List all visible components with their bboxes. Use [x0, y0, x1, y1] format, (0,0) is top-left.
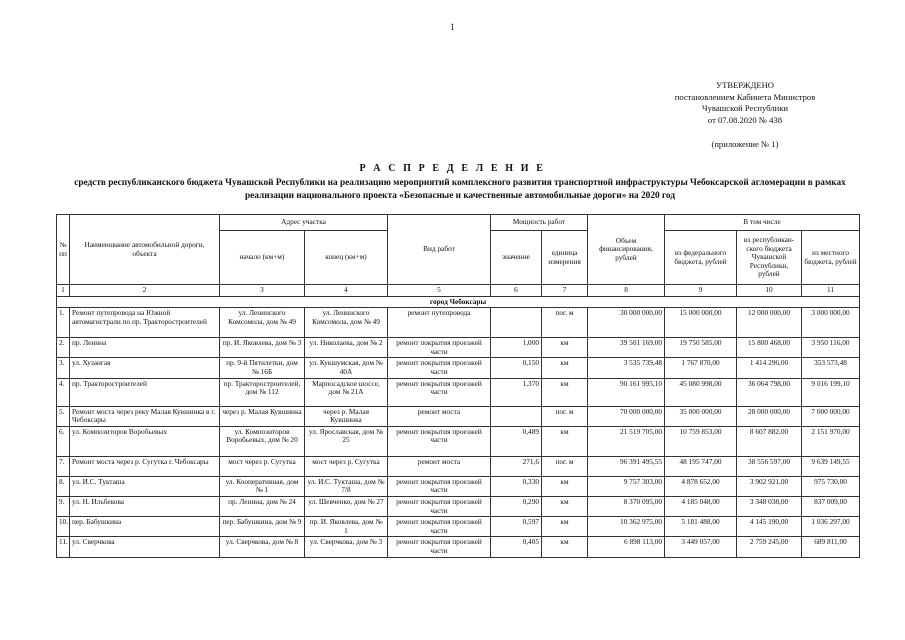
funding-federal: 10 759 853,00: [665, 426, 737, 456]
row-number: 4.: [57, 378, 70, 406]
funding-republic: 4 145 190,00: [737, 517, 802, 537]
funding-total: 21 519 705,00: [588, 426, 665, 456]
funding-total: 30 000 000,00: [588, 308, 665, 338]
column-index: 9: [665, 285, 737, 297]
table-row: [57, 456, 860, 476]
capacity-unit: км: [542, 517, 588, 537]
header-work-type: Вид работ: [388, 215, 491, 285]
funding-republic: 3 902 921,00: [737, 476, 802, 496]
section-start: пр. Тракторостроителей, дом № 112: [220, 378, 305, 406]
funding-total: 90 161 995,10: [588, 378, 665, 406]
column-index: 4: [305, 285, 388, 297]
section-end: мост через р. Сугутка: [305, 456, 388, 476]
road-name: Ремонт путепровода на Южной автомагистрали по пр. Тракторостроителей: [70, 308, 220, 338]
funding-federal: 5 181 488,00: [665, 517, 737, 537]
funding-federal: 19 750 585,00: [665, 338, 737, 358]
funding-republic: 8 607 882,00: [737, 426, 802, 456]
funding-local: 9 639 149,55: [802, 456, 860, 476]
funding-local: 7 000 000,00: [802, 406, 860, 426]
funding-federal: 48 195 747,00: [665, 456, 737, 476]
section-heading: город Чебоксары: [57, 296, 860, 308]
table-row: [57, 537, 860, 557]
header-federal: из федерального бюджета, рублей: [665, 231, 737, 285]
column-index: 8: [588, 285, 665, 297]
funding-total: 96 391 495,55: [588, 456, 665, 476]
funding-total: 6 898 113,00: [588, 537, 665, 557]
capacity-value: 0,597: [491, 517, 542, 537]
section-end: пр. И. Яковлева, дом № 1: [305, 517, 388, 537]
table-row: [57, 378, 860, 406]
section-start: пр. 9-й Пятилетки, дом № 16Б: [220, 358, 305, 378]
section-end: ул. Ярославская, дом № 25: [305, 426, 388, 456]
funding-local: 837 009,00: [802, 496, 860, 516]
table-row: [57, 338, 860, 358]
funding-republic: 2 759 245,00: [737, 537, 802, 557]
column-index: 2: [70, 285, 220, 297]
row-number: 2.: [57, 338, 70, 358]
table-row: [57, 358, 860, 378]
table-row: [57, 426, 860, 456]
table-row: [57, 406, 860, 426]
capacity-value: 0,330: [491, 476, 542, 496]
approval-line: Чувашской Республики: [702, 103, 788, 113]
work-type: ремонт моста: [388, 456, 491, 476]
capacity-value: 0,290: [491, 496, 542, 516]
column-index: 5: [388, 285, 491, 297]
row-number: 6.: [57, 426, 70, 456]
column-index: 1: [57, 285, 70, 297]
funding-total: 8 370 095,00: [588, 496, 665, 516]
capacity-unit: км: [542, 476, 588, 496]
section-start: пр. Ленина, дом № 24: [220, 496, 305, 516]
funding-federal: 4 878 652,00: [665, 476, 737, 496]
document-subtitle: средств республиканского бюджета Чувашской Республики на реализацию мероприятий комплексного развития транспортной инфраструктуры Чебоксарской агломерации в рамках реализации национального проекта «Безопасные и качественные автомобильные дороги» на 2020 год: [74, 178, 846, 201]
row-number: 7.: [57, 456, 70, 476]
header-unit: единица измерения: [542, 231, 588, 285]
funding-federal: 1 767 870,00: [665, 358, 737, 378]
funding-local: 353 573,48: [802, 358, 860, 378]
funding-federal: 3 449 057,00: [665, 537, 737, 557]
header-end: конец (км+м): [305, 231, 388, 285]
work-type: ремонт моста: [388, 406, 491, 426]
funding-republic: 36 064 798,00: [737, 378, 802, 406]
header-local: из местного бюджета, рублей: [802, 231, 860, 285]
capacity-value: 0,405: [491, 537, 542, 557]
funding-local: 3 950 116,00: [802, 338, 860, 358]
section-start: ул. Кооперативная, дом № 1: [220, 476, 305, 496]
capacity-unit: км: [542, 338, 588, 358]
section-start: пер. Бабушкина, дом № 9: [220, 517, 305, 537]
funding-local: 689 811,00: [802, 537, 860, 557]
capacity-unit: пог. м: [542, 406, 588, 426]
row-number: 9.: [57, 496, 70, 516]
header-including: В том числе: [665, 215, 860, 231]
capacity-value: [491, 406, 542, 426]
funding-federal: 45 080 998,00: [665, 378, 737, 406]
road-name: ул. Хузангая: [70, 358, 220, 378]
funding-local: 2 151 970,00: [802, 426, 860, 456]
work-type: ремонт покрытия проезжей части: [388, 378, 491, 406]
work-type: ремонт покрытия проезжей части: [388, 476, 491, 496]
section-end: ул. И.С. Тукташа, дом № 7/8: [305, 476, 388, 496]
funding-republic: 38 556 597,00: [737, 456, 802, 476]
work-type: ремонт покрытия проезжей части: [388, 517, 491, 537]
approval-line: постановлением Кабинета Министров: [674, 91, 816, 102]
capacity-unit: пог. м: [542, 308, 588, 338]
column-index: 6: [491, 285, 542, 297]
section-start: пр. И. Яковлева, дом № 3: [220, 338, 305, 358]
capacity-value: [491, 308, 542, 338]
work-type: ремонт покрытия проезжей части: [388, 426, 491, 456]
work-type: ремонт путепровода: [388, 308, 491, 338]
capacity-value: 0,489: [491, 426, 542, 456]
funding-total: 39 501 169,00: [588, 338, 665, 358]
table-row: [57, 308, 860, 338]
row-number: 5.: [57, 406, 70, 426]
approval-line: от 07.08.2020 № 438: [707, 114, 783, 125]
funding-total: 9 757 303,00: [588, 476, 665, 496]
row-number: 11.: [57, 537, 70, 557]
work-type: ремонт покрытия проезжей части: [388, 537, 491, 557]
table-row: [57, 496, 860, 516]
funding-republic: 28 000 000,00: [737, 406, 802, 426]
section-end: ул. Сверчкова, дом № 3: [305, 537, 388, 557]
capacity-value: 271,6: [491, 456, 542, 476]
funding-republic: 15 800 468,00: [737, 338, 802, 358]
page-number: 1: [450, 22, 455, 32]
road-name: пр. Тракторостроителей: [70, 378, 220, 406]
funding-total: 70 000 000,00: [588, 406, 665, 426]
header-start: начало (км+м): [220, 231, 305, 285]
row-number: 1.: [57, 308, 70, 338]
approval-line: УТВЕРЖДЕНО: [715, 80, 775, 90]
work-type: ремонт покрытия проезжей части: [388, 358, 491, 378]
column-index: 10: [737, 285, 802, 297]
section-end: ул. Николаева, дом № 2: [305, 338, 388, 358]
table-row: [57, 517, 860, 537]
road-name: пр. Ленина: [70, 338, 220, 358]
column-index: 7: [542, 285, 588, 297]
header-funding: Объем финансирования, рублей: [588, 215, 665, 285]
capacity-value: 1,000: [491, 338, 542, 358]
capacity-unit: пог. м: [542, 456, 588, 476]
document-title: Р А С П Р Е Д Е Л Е Н И Е: [359, 163, 546, 174]
row-number: 8.: [57, 476, 70, 496]
road-name: ул. Сверчкова: [70, 537, 220, 557]
section-end: через р. Малая Кувшинка: [305, 406, 388, 426]
capacity-unit: км: [542, 426, 588, 456]
column-index: 3: [220, 285, 305, 297]
funding-local: 1 036 297,00: [802, 517, 860, 537]
section-end: ул. Шевченко, дом № 27: [305, 496, 388, 516]
work-type: ремонт покрытия проезжей части: [388, 496, 491, 516]
capacity-unit: км: [542, 496, 588, 516]
header-value: значение: [491, 231, 542, 285]
road-name: ул. Композиторов Воробьевых: [70, 426, 220, 456]
road-name: ул. Н. Ильбекова: [70, 496, 220, 516]
capacity-unit: км: [542, 378, 588, 406]
row-number: 3.: [57, 358, 70, 378]
section-start: через р. Малая Кувшинка: [220, 406, 305, 426]
approval-stamp: [640, 80, 850, 151]
funding-republic: 12 000 000,00: [737, 308, 802, 338]
funding-federal: 4 185 048,00: [665, 496, 737, 516]
funding-total: 10 362 975,00: [588, 517, 665, 537]
section-start: ул. Композиторов Воробьевых, дом № 20: [220, 426, 305, 456]
funding-federal: 35 000 000,00: [665, 406, 737, 426]
road-name: Ремонт моста через р. Сугутка г. Чебоксары: [70, 456, 220, 476]
row-number: 10.: [57, 517, 70, 537]
capacity-unit: км: [542, 358, 588, 378]
section-start: мост через р. Сугутка: [220, 456, 305, 476]
capacity-value: 0,150: [491, 358, 542, 378]
distribution-table: [56, 214, 860, 558]
header-address: Адрес участка: [220, 215, 388, 231]
header-republic: из республикан-ского бюджета Чувашской Республики, рублей: [737, 231, 802, 285]
road-name: ул. И.С. Тукташа: [70, 476, 220, 496]
section-end: ул. Кукшумская, дом № 40А: [305, 358, 388, 378]
funding-republic: 3 348 038,00: [737, 496, 802, 516]
header-name: Наименование автомобильной дороги, объекта: [70, 215, 220, 285]
funding-local: 9 016 199,10: [802, 378, 860, 406]
funding-local: 975 730,00: [802, 476, 860, 496]
table-row: [57, 476, 860, 496]
funding-total: 3 535 739,48: [588, 358, 665, 378]
section-start: ул. Ленинского Комсомола, дом № 49: [220, 308, 305, 338]
capacity-value: 1,370: [491, 378, 542, 406]
funding-federal: 15 000 000,00: [665, 308, 737, 338]
funding-republic: 1 414 296,00: [737, 358, 802, 378]
road-name: пер. Бабушкина: [70, 517, 220, 537]
column-index: 11: [802, 285, 860, 297]
work-type: ремонт покрытия проезжей части: [388, 338, 491, 358]
section-end: Марпосадское шоссе, дом № 21А: [305, 378, 388, 406]
section-start: ул. Сверчкова, дом № 8: [220, 537, 305, 557]
appendix-note: (приложение № 1): [711, 139, 779, 149]
capacity-unit: км: [542, 537, 588, 557]
funding-local: 3 000 000,00: [802, 308, 860, 338]
header-capacity: Мощность работ: [491, 215, 588, 231]
section-end: ул. Ленинского Комсомола, дом № 49: [305, 308, 388, 338]
road-name: Ремонт моста через реку Малая Кувшинка в г. Чебоксары: [70, 406, 220, 426]
header-num: № пп: [57, 215, 70, 285]
